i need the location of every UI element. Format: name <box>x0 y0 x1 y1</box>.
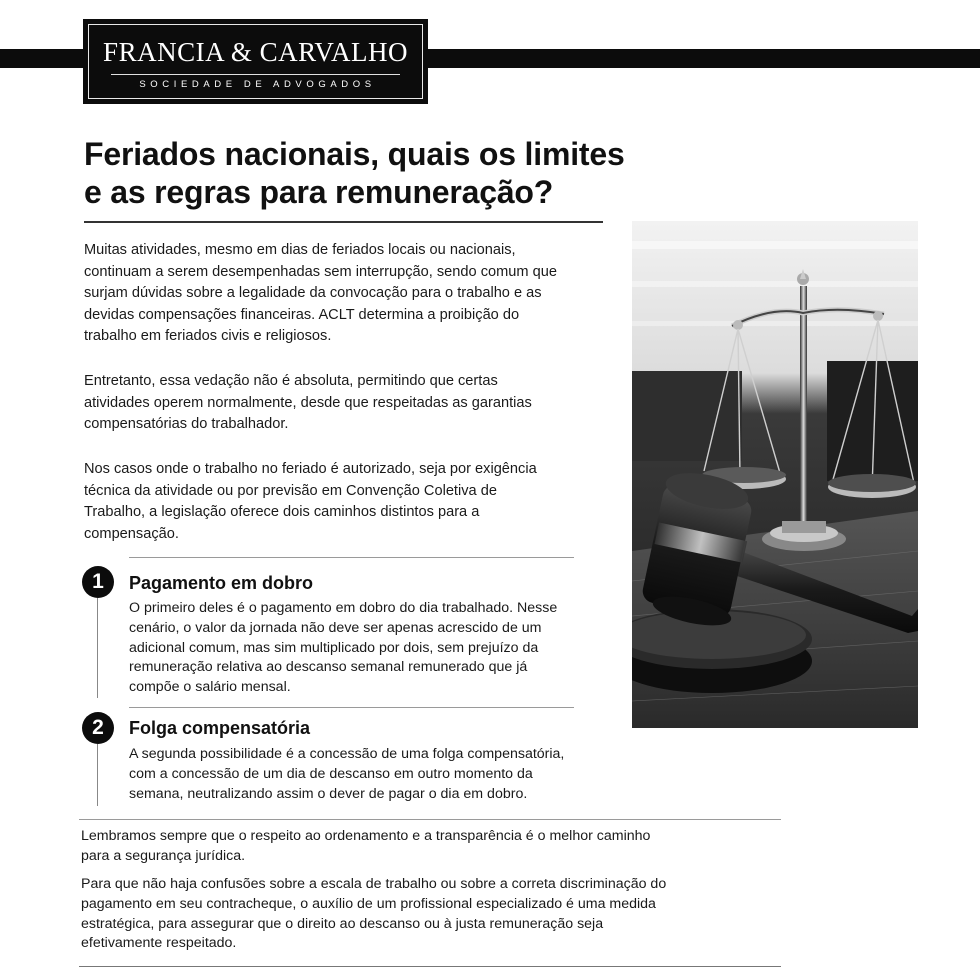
closing-paragraph-2: Para que não haja confusões sobre a escala de trabalho ou sobre a correta discriminação do pagamento em seu contracheque, o auxílio de um profissional especializado é uma medida estratégica, para assegurar que o direito ao descanso ou à justa remuneração seja efetivamente respeitado. <box>81 876 667 952</box>
justice-scale-gavel-image <box>632 221 918 728</box>
brand-name: FRANCIA & CARVALHO <box>103 37 408 67</box>
step-1-text: O primeiro deles é o pagamento em dobro do dia trabalhado. Nesse cenário, o valor da jornada não deve ser apenas acrescido de um adicional comum, mas sim multiplicado por dois, sem prejuízo da remuneração relativa ao descanso semanal remunerado que já compõe o salário mensal. <box>129 600 558 696</box>
closing-paragraph-1: Lembramos sempre que o respeito ao ordenamento e a transparência é o melhor caminho para a segurança jurídica. <box>81 828 651 864</box>
logo-frame <box>88 24 423 99</box>
exception-paragraph: Entretanto, essa vedação não é absoluta, permitindo que certas atividades operem normalmente, desde que respeitadas as garantias compensatórias do trabalhador. <box>84 373 532 433</box>
title-line-2: e as regras para remuneração? <box>84 174 554 210</box>
step-1-divider <box>129 557 574 558</box>
step-2-title: Folga compensatória <box>129 718 311 738</box>
step-2-divider <box>129 707 574 708</box>
step-1-title: Pagamento em dobro <box>129 573 314 593</box>
step-2-connector <box>97 744 98 806</box>
article-title <box>84 135 644 211</box>
brand-subtitle: SOCIEDADE DE ADVOGADOS <box>139 79 376 90</box>
step-1-connector <box>97 598 98 698</box>
footer-divider <box>79 966 781 967</box>
logo-divider <box>111 74 400 75</box>
intro-paragraph: Muitas atividades, mesmo em dias de feriados locais ou nacionais, continuam a serem desempenhadas sem interrupção, sendo comum que surjam dúvidas sobre a legalidade da convocação para o trabalho e as devidas compensações financeiras. ACLT determina a proibição do trabalho em feriados civis e religiosos. <box>84 242 557 345</box>
step-2-text: A segunda possibilidade é a concessão de uma folga compensatória, com a concessão de um dia de descanso em outro momento da semana, neutralizando assim o dever de pagar o dia em dobro. <box>129 746 565 802</box>
options-paragraph: Nos casos onde o trabalho no feriado é autorizado, seja por exigência técnica da atividade ou por previsão em Convenção Coletiva de Trabalho, a legislação oferece dois caminhos distintos para a compensação. <box>84 461 537 542</box>
step-2-number-badge: 2 <box>82 712 114 744</box>
title-line-1: Feriados nacionais, quais os limites <box>84 136 625 172</box>
step-1-number-badge: 1 <box>82 566 114 598</box>
brand-logo <box>83 19 428 104</box>
title-divider <box>84 221 603 223</box>
closing-divider <box>79 819 781 820</box>
